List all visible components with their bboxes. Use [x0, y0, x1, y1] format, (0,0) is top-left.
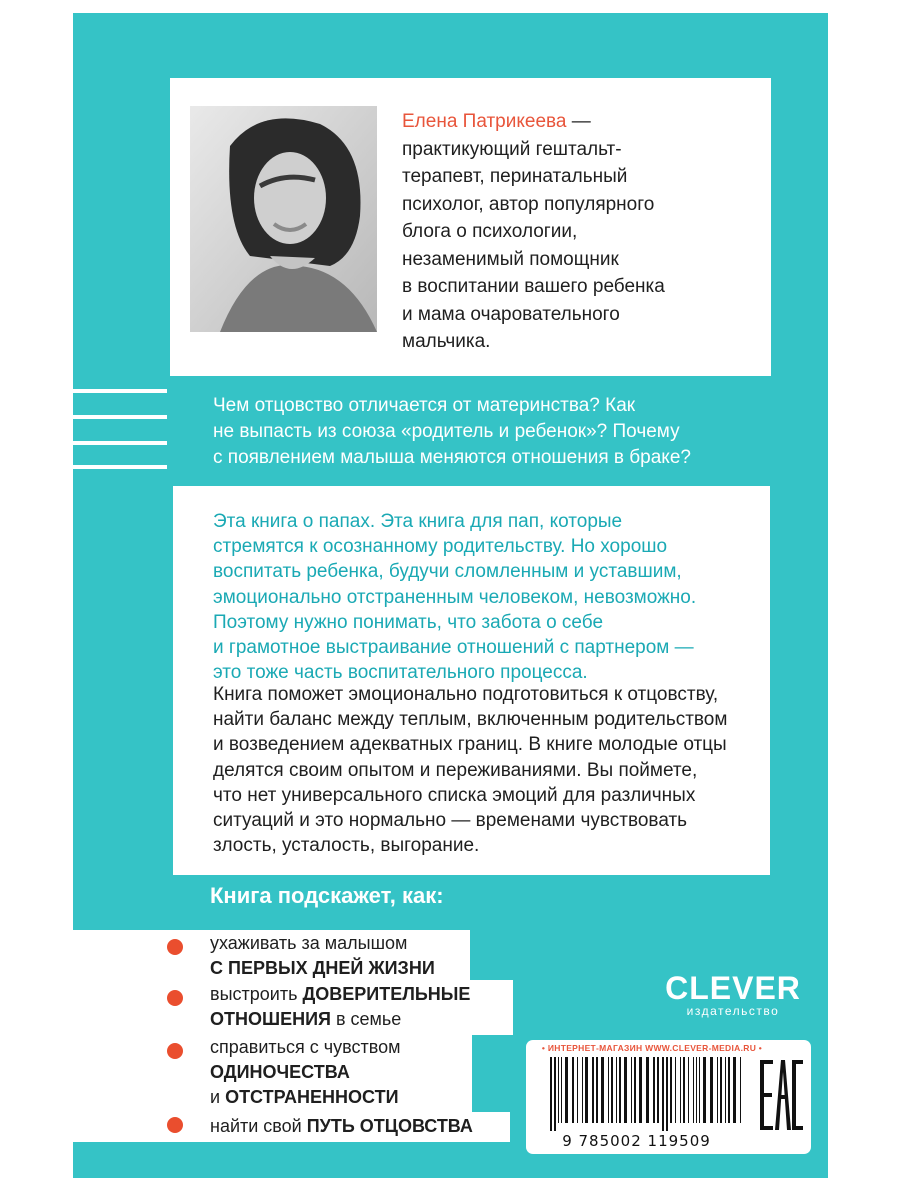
barcode-bar: [699, 1057, 700, 1123]
barcode-bar: [717, 1057, 718, 1123]
description-card: [173, 486, 770, 875]
barcode-bar: [666, 1057, 668, 1131]
barcode-bar: [728, 1057, 730, 1123]
bullet-dot-icon: [167, 1117, 183, 1133]
barcode-bar: [639, 1057, 642, 1123]
barcode-bar: [653, 1057, 655, 1123]
barcode-bar: [683, 1057, 685, 1123]
barcode-bar: [619, 1057, 621, 1123]
description-paragraph-1: Эта книга о папах. Эта книга для пап, которые стремятся к осознанному родительству. Но хорошо воспитать ребенка, будучи сломленным и уставшим, эмоционально отстраненным человеком, невозможно. Поэтому нужно понимать, что забота о себе и грамотное выстраивание отношений с партнером — это тоже часть воспитательного процесса.: [213, 511, 697, 684]
description-paragraph-2: Книга поможет эмоционально подготовиться к отцовству, найти баланс между теплым, включенным родительством и возведением адекватных границ. В книге молодые отцы делятся своим опытом и переживаниями. Вы поймете, что нет универсального списка эмоций для различных ситуаций и это нормально — временами чувствовать злость, усталость, выгорание.: [213, 684, 728, 857]
barcode-bar: [646, 1057, 649, 1123]
barcode-bar: [710, 1057, 713, 1123]
barcode-bar: [725, 1057, 726, 1123]
barcode-bar: [720, 1057, 722, 1123]
barcode-bar: [670, 1057, 672, 1123]
barcode-bar: [596, 1057, 598, 1123]
barcode-bar: [703, 1057, 706, 1123]
barcode-bar: [592, 1057, 594, 1123]
barcode-bar: [657, 1057, 659, 1123]
barcode-bar: [631, 1057, 632, 1123]
barcode-bar: [561, 1057, 562, 1123]
store-url: • ИНТЕРНЕТ-МАГАЗИН WWW.CLEVER-MEDIA.RU •: [541, 1043, 763, 1053]
barcode-bar: [680, 1057, 681, 1123]
barcode-bar: [733, 1057, 736, 1123]
barcode-bar: [693, 1057, 694, 1123]
barcode-bar: [688, 1057, 689, 1123]
barcode-bar: [608, 1057, 609, 1123]
barcode-bar: [662, 1057, 664, 1131]
barcode-bar: [616, 1057, 617, 1123]
publisher-subtitle: издательство: [686, 1004, 780, 1018]
bullet-dot-icon: [167, 1043, 183, 1059]
hint-item-2: выстроить ДОВЕРИТЕЛЬНЫЕ ОТНОШЕНИЯ в семье: [210, 984, 471, 1029]
barcode-bar: [634, 1057, 636, 1123]
isbn-digits: 9 785002 119509: [562, 1132, 711, 1150]
barcode-bar: [696, 1057, 697, 1123]
author-bio: Елена Патрикеева — практикующий гештальт- терапевт, перинатальный психолог, автор популярного блога о психологии, незаменимый помощник в воспитании вашего ребенка и мама очаровательного мальчика.: [402, 111, 665, 352]
book-back-cover: [73, 13, 828, 1178]
barcode-bar: [550, 1057, 552, 1131]
barcode-bar: [577, 1057, 578, 1123]
barcode-bar: [601, 1057, 604, 1123]
barcode-bar: [582, 1057, 583, 1123]
barcode-bar: [565, 1057, 568, 1123]
bullet-dot-icon: [167, 939, 183, 955]
barcode-bar: [558, 1057, 559, 1123]
barcode-bar: [585, 1057, 588, 1123]
decorative-stripes: [73, 389, 167, 469]
barcode-bar: [675, 1057, 676, 1123]
barcode-bar: [740, 1057, 741, 1123]
barcode-panel: [526, 1040, 811, 1154]
hint-item-1: ухаживать за малышом С ПЕРВЫХ ДНЕЙ ЖИЗНИ: [210, 933, 435, 978]
publisher-logo: [663, 971, 803, 1017]
barcode-bar: [554, 1057, 556, 1131]
barcode-bar: [611, 1057, 613, 1123]
bullet-dot-icon: [167, 990, 183, 1006]
eac-mark-icon: [760, 1058, 804, 1138]
author-name: Елена Патрикеева: [402, 111, 567, 132]
barcode-bar: [572, 1057, 574, 1123]
barcode: [548, 1057, 743, 1131]
hint-item-3: справиться с чувством ОДИНОЧЕСТВА и ОТСТРАНЕННОСТИ: [210, 1037, 401, 1107]
intro-questions: Чем отцовство отличается от материнства? Как не выпасть из союза «родитель и ребенок»? Почему с появлением малыша меняются отношения в браке?: [213, 395, 691, 468]
barcode-bar: [624, 1057, 627, 1123]
author-card: [170, 78, 771, 376]
author-photo: [190, 106, 377, 332]
hint-item-4: найти свой ПУТЬ ОТЦОВСТВА: [210, 1116, 473, 1136]
publisher-logo-text: CLEVER: [665, 970, 801, 1006]
hints-heading: Книга подскажет, как:: [210, 883, 444, 908]
